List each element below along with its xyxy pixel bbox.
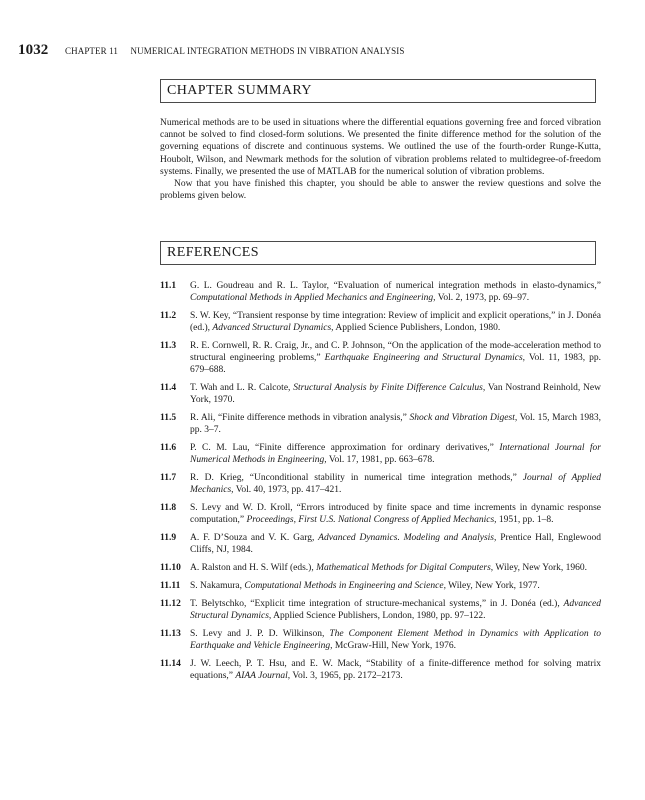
reference-source: Proceedings, First U.S. National Congress of Applied Mechanics, [246, 515, 497, 525]
reference-item [160, 280, 601, 304]
reference-source: Journal of Applied Mechanics, [190, 473, 601, 495]
chapter-summary-body [160, 117, 601, 202]
reference-details: Vol. 3, 1965, pp. 2172–2173. [290, 671, 403, 681]
reference-authors-title: R. E. Cornwell, R. R. Craig, Jr., and C. P. Johnson, “On the application of the mode-acceleration method to structural engineering problems,” [190, 341, 601, 363]
reference-item [160, 562, 601, 574]
reference-item [160, 310, 601, 334]
reference-item [160, 532, 601, 556]
reference-item [160, 442, 601, 466]
reference-text [190, 502, 601, 526]
chapter-summary-heading: CHAPTER SUMMARY [160, 79, 596, 103]
reference-number: 11.7 [160, 473, 177, 483]
running-title: NUMERICAL INTEGRATION METHODS IN VIBRATION ANALYSIS [130, 46, 405, 56]
reference-authors-title: T. Belytschko, “Explicit time integration of structure-mechanical systems,” in J. Donéa (ed.), [190, 599, 564, 609]
reference-details: Vol. 2, 1973, pp. 69–97. [435, 293, 530, 303]
summary-paragraph-2: Now that you have finished this chapter, you should be able to answer the review questions and solve the problems given below. [160, 179, 601, 202]
reference-item [160, 412, 601, 436]
reference-number: 11.8 [160, 503, 177, 513]
reference-number: 11.13 [160, 629, 181, 639]
reference-authors-title: A. F. D’Souza and V. K. Garg, [190, 533, 319, 543]
reference-details: Applied Science Publishers, London, 1980, pp. 97–122. [271, 611, 486, 621]
reference-details: McGraw-Hill, New York, 1976. [332, 641, 456, 651]
reference-authors-title: T. Wah and L. R. Calcote, [190, 383, 294, 393]
reference-number: 11.4 [160, 383, 177, 393]
reference-list [160, 280, 601, 688]
reference-source: Advanced Structural Dynamics, [212, 323, 334, 333]
reference-source: Computational Methods in Applied Mechanics and Engineering, [190, 293, 436, 303]
reference-authors-title: S. Levy and J. P. D. Wilkinson, [190, 629, 330, 639]
reference-details: Vol. 17, 1981, pp. 663–678. [326, 455, 435, 465]
reference-number: 11.12 [160, 599, 181, 609]
reference-item [160, 598, 601, 622]
reference-source: The Component Element Method in Dynamics with Application to Earthquake and Vehicle Engineering, [190, 629, 601, 651]
reference-source: AIAA Journal, [235, 671, 291, 681]
references-heading: REFERENCES [160, 241, 596, 265]
reference-item [160, 628, 601, 652]
reference-number: 11.3 [160, 341, 177, 351]
reference-source: Structural Analysis by Finite Difference Calculus, [293, 383, 486, 393]
reference-text [190, 598, 601, 622]
reference-details: Vol. 15, March 1983, pp. 3–7. [190, 413, 601, 435]
reference-item [160, 502, 601, 526]
page-number: 1032 [18, 42, 49, 58]
reference-number: 11.14 [160, 659, 181, 669]
reference-details: Wiley, New York, 1977. [445, 581, 540, 591]
reference-text [190, 310, 601, 334]
reference-details: Vol. 11, 1983, pp. 679–688. [190, 353, 601, 375]
reference-authors-title: G. L. Goudreau and R. L. Taylor, “Evaluation of numerical integration methods in elasto-dynamics,” [190, 281, 601, 291]
reference-authors-title: S. Levy and W. D. Kroll, “Errors introduced by finite space and time increments in dynamic response computation,” [190, 503, 601, 525]
reference-number: 11.5 [160, 413, 177, 423]
reference-text [190, 412, 601, 436]
reference-number: 11.11 [160, 581, 181, 591]
reference-item [160, 340, 601, 376]
reference-text [190, 658, 601, 682]
reference-text [190, 628, 601, 652]
reference-text [190, 280, 601, 304]
chapter-label: CHAPTER 11 [65, 46, 118, 56]
reference-text [190, 532, 601, 556]
reference-authors-title: S. Nakamura, [190, 581, 245, 591]
reference-details: Applied Science Publishers, London, 1980. [333, 323, 501, 333]
reference-source: Computational Methods in Engineering and Science, [244, 581, 446, 591]
reference-number: 11.6 [160, 443, 177, 453]
reference-item [160, 382, 601, 406]
reference-details: Vol. 40, 1973, pp. 417–421. [233, 485, 342, 495]
reference-number: 11.10 [160, 563, 181, 573]
reference-text [190, 382, 601, 406]
reference-source: Earthquake Engineering and Structural Dynamics, [324, 353, 526, 363]
reference-item [160, 472, 601, 496]
reference-authors-title: P. C. M. Lau, “Finite difference approximation for ordinary derivatives,” [190, 443, 500, 453]
reference-number: 11.9 [160, 533, 177, 543]
reference-details: Prentice Hall, Englewood Cliffs, NJ, 1984. [190, 533, 601, 555]
reference-text [190, 472, 601, 496]
reference-details: Wiley, New York, 1960. [493, 563, 587, 573]
reference-authors-title: A. Ralston and H. S. Wilf (eds.), [190, 563, 317, 573]
reference-text [190, 340, 601, 376]
reference-authors-title: R. D. Krieg, “Unconditional stability in numerical time integration methods,” [190, 473, 523, 483]
summary-paragraph-1: Numerical methods are to be used in situations where the differential equations governing free and forced vibration cannot be solved to find closed-form solutions. We presented the finite difference method for the solution of the governing equations of discrete and continuous systems. We outlined the use of the fourth-order Runge-Kutta, Houbolt, Wilson, and Newmark methods for the solution of vibration problems related to multidegree-of-freedom systems. Finally, we presented the use of MATLAB for the numerical solution of vibration problems. [160, 118, 601, 177]
reference-source: International Journal for Numerical Methods in Engineering, [190, 443, 601, 465]
reference-text [190, 562, 601, 574]
reference-details: Van Nostrand Reinhold, New York, 1970. [190, 383, 601, 405]
reference-source: Mathematical Methods for Digital Computers, [316, 563, 494, 573]
reference-authors-title: S. W. Key, “Transient response by time integration: Review of implicit and explicit operations,” in J. Donéa (ed.), [190, 311, 601, 333]
reference-authors-title: J. W. Leech, P. T. Hsu, and E. W. Mack, “Stability of a finite-difference method for solving matrix equations,” [190, 659, 601, 681]
reference-text [190, 442, 601, 466]
reference-authors-title: R. Ali, “Finite difference methods in vibration analysis,” [190, 413, 410, 423]
reference-item [160, 580, 601, 592]
reference-source: Advanced Structural Dynamics, [190, 599, 601, 621]
reference-source: Shock and Vibration Digest, [409, 413, 518, 423]
reference-text [190, 580, 601, 592]
reference-source: Advanced Dynamics. Modeling and Analysis, [318, 533, 497, 543]
reference-number: 11.1 [160, 281, 177, 291]
reference-number: 11.2 [160, 311, 177, 321]
running-head [18, 42, 628, 59]
reference-item [160, 658, 601, 682]
reference-details: 1951, pp. 1–8. [496, 515, 554, 525]
